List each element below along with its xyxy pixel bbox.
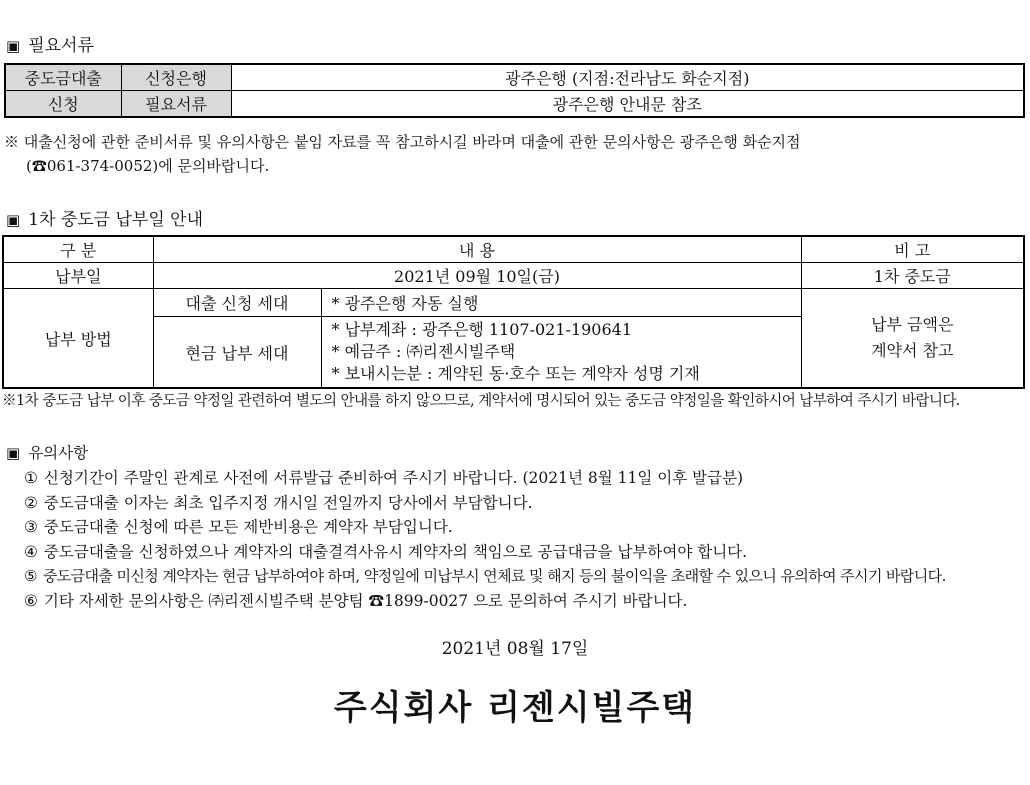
table-header-row [3,236,1024,263]
header-cell: 구 분 [3,236,153,263]
list-item [24,491,946,516]
value-cell: 광주은행 (지점:전라남도 화순지점) [231,64,1024,91]
cash-household-value [321,317,801,389]
cautions-list [24,466,946,614]
label-cell: 신청은행 [121,64,231,91]
remark-line: 납부 금액은 [871,315,954,334]
header-cell: 비 고 [801,236,1024,263]
section-title-cautions [6,441,88,463]
table-row [5,91,1024,118]
category-cell: 신청 [5,91,121,118]
circled-number-icon: ⑥ [24,591,38,610]
method-label-cell: 납부 방법 [3,289,153,389]
list-item-text: 신청기간이 주말인 관계로 사전에 서류발급 준비하여 주시기 바랍니다. (2021년 8월 11일 이후 발급분) [43,469,744,487]
list-item [24,589,946,614]
holder-line: * 예금주 : ㈜리젠시빌주택 [331,342,516,361]
label-cell: 필요서류 [121,91,231,118]
square-bullet-icon: ▣ [6,444,21,462]
method-remark-cell [801,289,1024,389]
section-title-text: 1차 중도금 납부일 안내 [28,210,204,230]
list-item [24,515,946,540]
company-name: 주식회사 리젠시빌주택 [333,688,697,728]
due-remark-cell: 1차 중도금 [801,263,1024,289]
list-item-text: 중도금대출 이자는 최초 입주지정 개시일 전일까지 당사에서 부담합니다. [43,493,533,512]
table-row [3,289,1024,317]
list-item [24,564,946,589]
due-value-cell: 2021년 09월 10일(금) [153,263,801,289]
header-cell: 내 용 [153,236,801,263]
square-bullet-icon: ▣ [6,211,21,229]
table-row [5,64,1024,91]
required-docs-table [4,63,1025,118]
loan-household-value: * 광주은행 자동 실행 [321,289,801,317]
section-title-payment [6,205,203,230]
section-title-required-docs [6,31,94,56]
section-title-text: 유의사항 [28,444,89,462]
payment-table [2,235,1025,389]
circled-number-icon: ② [24,493,38,512]
value-cell: 광주은행 안내문 참조 [231,91,1024,118]
circled-number-icon: ① [24,469,38,487]
remark-line: 계약서 참고 [871,341,954,360]
loan-household-label: 대출 신청 세대 [153,289,321,317]
loan-note-line1: ※ 대출신청에 관한 준비서류 및 유의사항은 붙임 자료를 꼭 참고하시길 바라며 대출에 관한 문의사항은 광주은행 화순지점 [4,133,801,151]
list-item-text: 중도금대출 신청에 따른 모든 제반비용은 계약자 부담입니다. [43,518,453,537]
list-item-text: 중도금대출 미신청 계약자는 현금 납부하여야 하며, 약정일에 미납부시 연체료 및 해지 등의 불이익을 초래할 수 있으니 유의하여 주시기 바랍니다. [42,567,946,586]
square-bullet-icon: ▣ [6,37,21,55]
list-item [24,540,946,565]
circled-number-icon: ③ [24,518,38,537]
sender-line: * 보내시는분 : 계약된 동·호수 또는 계약자 성명 기재 [331,364,700,383]
due-label-cell: 납부일 [3,263,153,289]
list-item [24,466,946,491]
circled-number-icon: ④ [24,542,38,561]
list-item-text: 기타 자세한 문의사항은 ㈜리젠시빌주택 분양팀 ☎1899-0027 으로 문의하여 주시기 바랍니다. [43,591,688,610]
category-cell: 중도금대출 [5,64,121,91]
loan-note-line2: (☎061-374-0052)에 문의바랍니다. [26,157,270,175]
table-row [3,263,1024,289]
cash-household-label: 현금 납부 세대 [153,317,321,389]
section-title-text: 필요서류 [28,36,94,56]
payment-note: ※1차 중도금 납부 이후 중도금 약정일 관련하여 별도의 안내를 하지 않으므로, 계약서에 명시되어 있는 중도금 약정일을 확인하시어 납부하여 주시기 바랍니다. [2,392,960,409]
list-item-text: 중도금대출을 신청하였으나 계약자의 대출결격사유시 계약자의 책임으로 공급대금을 납부하여야 합니다. [43,542,748,561]
document-date: 2021년 08월 17일 [441,639,589,659]
account-line: * 납부계좌 : 광주은행 1107-021-190641 [331,320,633,339]
circled-number-icon: ⑤ [24,567,37,586]
